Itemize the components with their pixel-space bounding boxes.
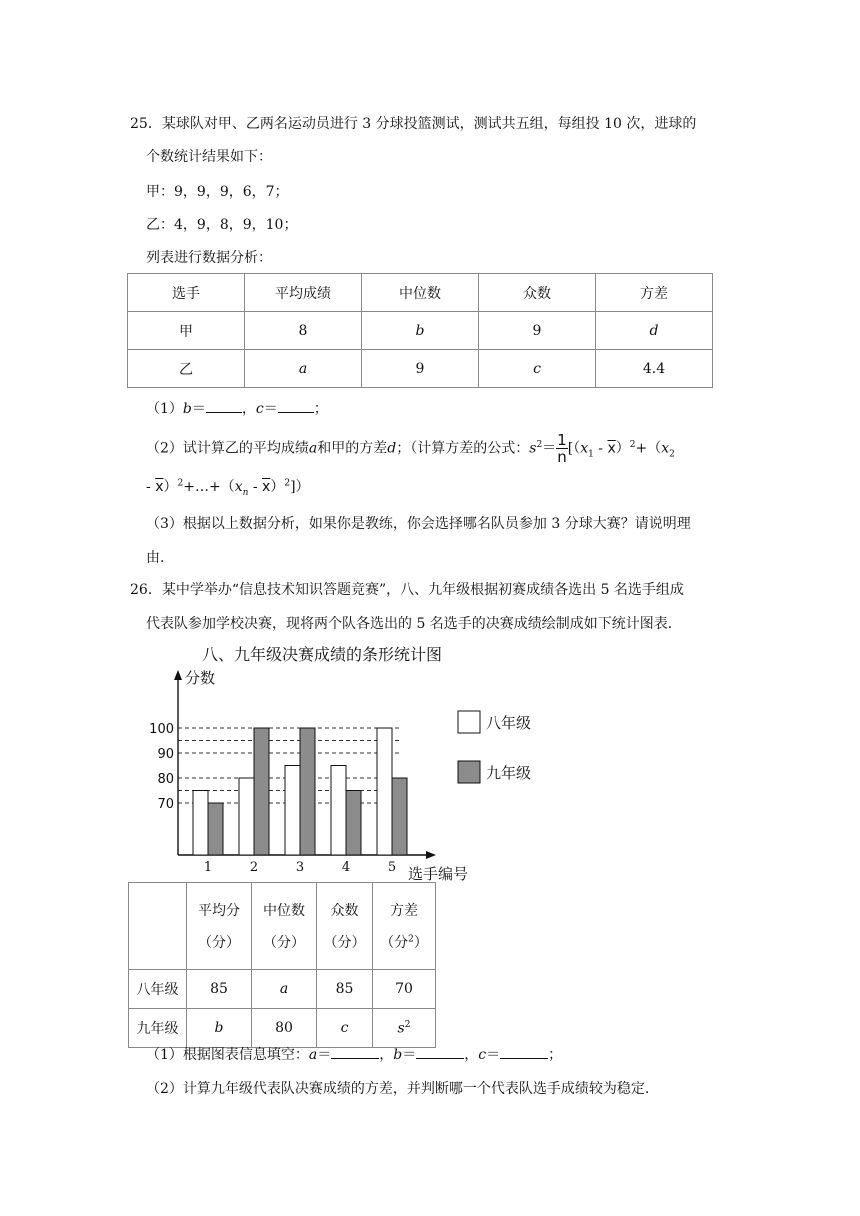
answer-blank[interactable] — [500, 1044, 548, 1059]
y-tick-label: 70 — [157, 797, 174, 812]
x-tick-label: 3 — [295, 860, 305, 875]
q25-th: 方差 — [596, 274, 713, 312]
q26-th: 方差 （分$^2$） — [373, 883, 436, 970]
q25-cell: 4.4 — [596, 350, 713, 388]
q25-cell: 8 — [245, 312, 362, 350]
q26-table — [128, 882, 436, 1048]
legend-swatch — [458, 761, 480, 783]
y-axis-arrow — [174, 670, 182, 680]
x-tick-label: 2 — [249, 860, 259, 875]
q26-cell: a — [252, 970, 317, 1009]
q25-line5: 列表进行数据分析： — [146, 250, 272, 266]
legend-swatch — [458, 711, 480, 733]
q26-cell: 70 — [373, 970, 436, 1009]
answer-blank[interactable] — [206, 398, 242, 413]
bar-grade8 — [331, 766, 346, 856]
q26-th: 众数 （分） — [317, 883, 373, 970]
q25-th: 众数 — [479, 274, 596, 312]
y-tick-label: 90 — [157, 747, 174, 762]
q26-part2: （2）计算九年级代表队决赛成绩的方差，并判断哪一个代表队选手成绩较为稳定. — [146, 1081, 650, 1097]
q26-cell: b — [187, 1009, 252, 1048]
q26-cell: 85 — [317, 970, 373, 1009]
q25-data-yi: 乙：4，9，8，9，10； — [146, 217, 298, 233]
q25-table — [127, 273, 713, 388]
x-tick-label: 4 — [341, 860, 351, 875]
q25-data-jia: 甲：9，9，9，6，7； — [146, 184, 289, 200]
q25-cell: 甲 — [128, 312, 245, 350]
x-axis-label: 选手编号 — [408, 865, 469, 883]
q25-th: 选手 — [128, 274, 245, 312]
q26-cell: $s^2$ — [373, 1009, 436, 1048]
bar-grade8 — [193, 791, 208, 856]
q26-th: 中位数 （分） — [252, 883, 317, 970]
q26-cell: 80 — [252, 1009, 317, 1048]
q25-part3-line1: （3）根据以上数据分析，如果你是教练，你会选择哪名队员参加 3 分球大赛？请说明理 — [146, 516, 691, 532]
bar-grade9 — [392, 778, 407, 855]
bar-grade8 — [377, 728, 392, 855]
bar-grade8 — [285, 766, 300, 856]
q26-corner — [129, 883, 187, 970]
bar-grade9 — [346, 791, 361, 856]
q25-cell: 9 — [362, 350, 479, 388]
q25-cell: 乙 — [128, 350, 245, 388]
q25-cell: c — [479, 350, 596, 388]
bar-grade8 — [239, 778, 254, 855]
y-tick-label: 100 — [149, 722, 174, 737]
x-tick-label: 1 — [203, 860, 213, 875]
q25-th: 平均成绩 — [245, 274, 362, 312]
q26-th: 平均分 （分） — [187, 883, 252, 970]
q26-cell: 八年级 — [129, 970, 187, 1009]
x-tick-label: 5 — [387, 860, 397, 875]
q26-line1: 26．某中学举办“信息技术知识答题竞赛”，八、九年级根据初赛成绩各选出 5 名选手组成 — [130, 582, 684, 598]
legend-label: 九年级 — [486, 764, 532, 782]
q26-cell: 85 — [187, 970, 252, 1009]
bar-grade9 — [300, 728, 315, 855]
q25-cell: b — [362, 312, 479, 350]
bar-grade9 — [254, 728, 269, 855]
answer-blank[interactable] — [331, 1044, 379, 1059]
bar-grade9 — [208, 803, 223, 855]
answer-blank[interactable] — [416, 1044, 464, 1059]
q25-cell: a — [245, 350, 362, 388]
answer-blank[interactable] — [278, 398, 314, 413]
q25-part3-line2: 由. — [146, 550, 165, 566]
legend-label: 八年级 — [486, 714, 532, 732]
q26-cell: 九年级 — [129, 1009, 187, 1048]
chart-title: 八、九年级决赛成绩的条形统计图 — [202, 645, 443, 664]
q26-line2: 代表队参加学校决赛，现将两个队各选出的 5 名选手的决赛成绩绘制成如下统计图表． — [146, 616, 682, 632]
q26-part1: （1）根据图表信息填空：a＝ ，b＝ ，c＝ ； — [146, 1044, 562, 1064]
q26-cell: c — [317, 1009, 373, 1048]
q25-cell: 9 — [479, 312, 596, 350]
q25-cell: d — [596, 312, 713, 350]
y-axis-label: 分数 — [185, 669, 216, 687]
q25-th: 中位数 — [362, 274, 479, 312]
y-tick-label: 80 — [157, 772, 174, 787]
q25-part1: （1）b＝ ，c＝ ； — [146, 398, 328, 418]
q25-line2: 个数统计结果如下： — [146, 149, 272, 165]
q25-part2-cont: - $\overline{x})^2+\dots+(x_n - \overline{x})^2$]） — [146, 478, 310, 498]
q25-part2: （2）试计算乙的平均成绩a和甲的方差d；（计算方差的公式：$s^2=$ $\frac{1}{n}[(x_1 - \overline{x})^2+(x_2$ — [146, 431, 675, 466]
x-axis-arrow — [426, 851, 436, 859]
bar-chart — [140, 638, 560, 883]
fraction: $\frac{1}{n}$ — [557, 431, 567, 466]
q25-line1: 25．某球队对甲、乙两名运动员进行 3 分球投篮测试，测试共五组，每组投 10 次，进球的 — [130, 116, 697, 132]
